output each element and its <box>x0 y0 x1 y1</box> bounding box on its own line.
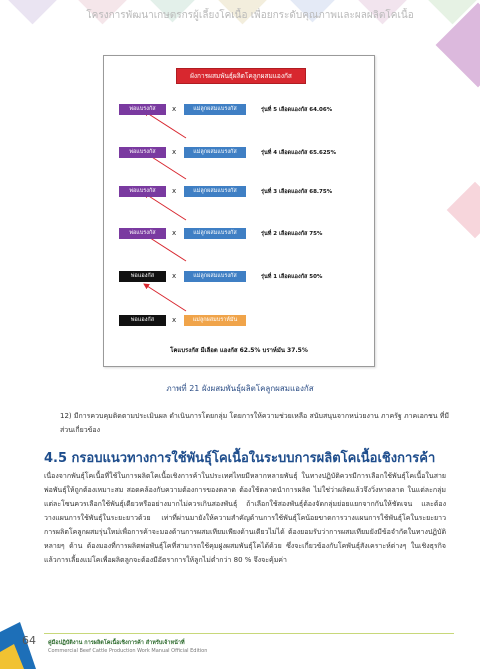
breeding-diagram <box>103 55 375 367</box>
dam-box: แม่ลูกผสมบราห์มัน <box>184 315 246 326</box>
generation-label: รุ่นที่ 3 เลือดแองกัส 68.75% <box>261 189 333 195</box>
arrow <box>144 284 186 311</box>
sire-box: พ่อแองกัส <box>119 271 166 282</box>
diagram-footer: โคแบรงกัส มีเลือด แองกัส 62.5% บราห์มัน 37.5% <box>170 347 308 354</box>
figure-caption: ภาพที่ 21 ผังผสมพันธุ์ผลิตโคลูกผสมแองกัส <box>166 384 314 393</box>
footer-rule <box>44 633 454 634</box>
cross-symbol: x <box>172 316 177 324</box>
body-paragraph: เนื่องจากพันธุ์โคเนื้อที่ใช้ในการผลิตโคเนื้อเชิงการค้าในประเทศไทยมีหลากหลายพันธุ์ ในทางปฏิบัติควรมีการเลือกใช้พันธุ์โคเนื้อในสายพ่อพันธุ์ให้ถูกต้องเหมาะสม สอดคล้องกับความต้องการของตลาด ต้องใช้ตลาดนำการผลิต ไม่ใช่ว่าผลิตแล้วจึงวิ่งหาตลาด ในแต่ละกลุ่ม แต่ละโซนควรเลือกใช้พันธุ์เดียวหรืออย่างมากไม่ควรเกินสองพันธุ์ ถ้าเลือกใช้สองพันธุ์ต้องจัดกลุ่มย่อยแยกจากกันให้ชัดเจน และต้องวางแผนการใช้พันธุ์ในระยะยาวด้วย เท่าที่ผ่านมายังให้ความสำคัญด้านการใช้พันธุ์โคน้อยขาดการวางแผนการใช้พันธุ์โคในระยะยาว การผลิตโคลูกผสมรุ่นใหม่เพื่อการค้าจะมองด้านการผสมเทียมเพียงด้านเดียวไม่ได้ ต้องยอมรับว่าการผสมเทียมยังมีข้อจำกัดในทางปฏิบัติหลายๆ ด้าน ต้องมองที่การผลิตพ่อพันธุ์โคที่สามารถใช้คุมฝูงผสมพันธุ์โคได้ด้วย ซึ่งจะเกี่ยวข้องกับโคพันธุ์สังเคราะห์ต่างๆ ในเชิงธุรกิจแล้วการเลี้ยงแม่โคเพื่อผลิตลูกจะต้องมีอัตราการให้ลูกไม่ต่ำกว่า 80 % จึงจะคุ้มค่า <box>44 472 446 564</box>
page-number: 64 <box>22 634 36 647</box>
generation-label: รุ่นที่ 5 เลือดแองกัส 64.06% <box>261 107 333 113</box>
arrow <box>144 111 186 138</box>
footer-title-en: Commercial Beef Cattle Production Work Manual Official Edition <box>48 648 208 654</box>
dam-box: แม่ลูกผสมแบรงกัส <box>184 228 246 239</box>
sire-box: พ่อแองกัส <box>119 315 166 326</box>
sire-box: พ่อแบรงกัส <box>119 147 166 158</box>
sire-box: พ่อแบรงกัส <box>119 186 166 197</box>
dam-box: แม่ลูกผสมแบรงกัส <box>184 271 246 282</box>
paragraph-12: 12) มีการควบคุมติดตามประเมินผล ดำเนินการโดยกลุ่ม โดยการให้ความช่วยเหลือ สนับสนุนจากหน่วยงาน ภาครัฐ ภาคเอกชน ที่มีส่วนเกี่ยวข้อง <box>60 412 450 434</box>
generation-label: รุ่นที่ 1 เลือดแองกัส 50% <box>261 274 323 280</box>
cross-symbol: x <box>172 229 177 237</box>
footer-title-th: คู่มือปฏิบัติงาน การผลิตโคเนื้อเชิงการค้า สำหรับเจ้าหน้าที่ <box>48 640 185 646</box>
decorative-diamond <box>447 182 480 239</box>
cross-symbol: x <box>172 148 177 156</box>
arrow <box>144 193 186 220</box>
cross-symbol: x <box>172 187 177 195</box>
dam-box: แม่ลูกผสมแบรงกัส <box>184 104 246 115</box>
dam-box: แม่ลูกผสมแบรงกัส <box>184 186 246 197</box>
diagram-title: ผังการผสมพันธุ์ผลิตโคลูกผสมแองกัส <box>176 68 306 84</box>
running-header: โครงการพัฒนาเกษตรกรผู้เลี้ยงโคเนื้อ เพื่อยกระดับคุณภาพและผลผลิตโคเนื้อ <box>86 10 414 21</box>
sire-box: พ่อแบรงกัส <box>119 228 166 239</box>
dam-box: แม่ลูกผสมแบรงกัส <box>184 147 246 158</box>
cross-symbol: x <box>172 105 177 113</box>
sire-box: พ่อแบรงกัส <box>119 104 166 115</box>
section-title: 4.5 กรอบแนวทางการใช้พันธุ์โคเนื้อในระบบการผลิตโคเนื้อเชิงการค้า <box>44 451 436 466</box>
cross-symbol: x <box>172 272 177 280</box>
generation-label: รุ่นที่ 2 เลือดแองกัส 75% <box>261 231 323 237</box>
generation-label: รุ่นที่ 4 เลือดแองกัส 65.625% <box>261 150 336 156</box>
